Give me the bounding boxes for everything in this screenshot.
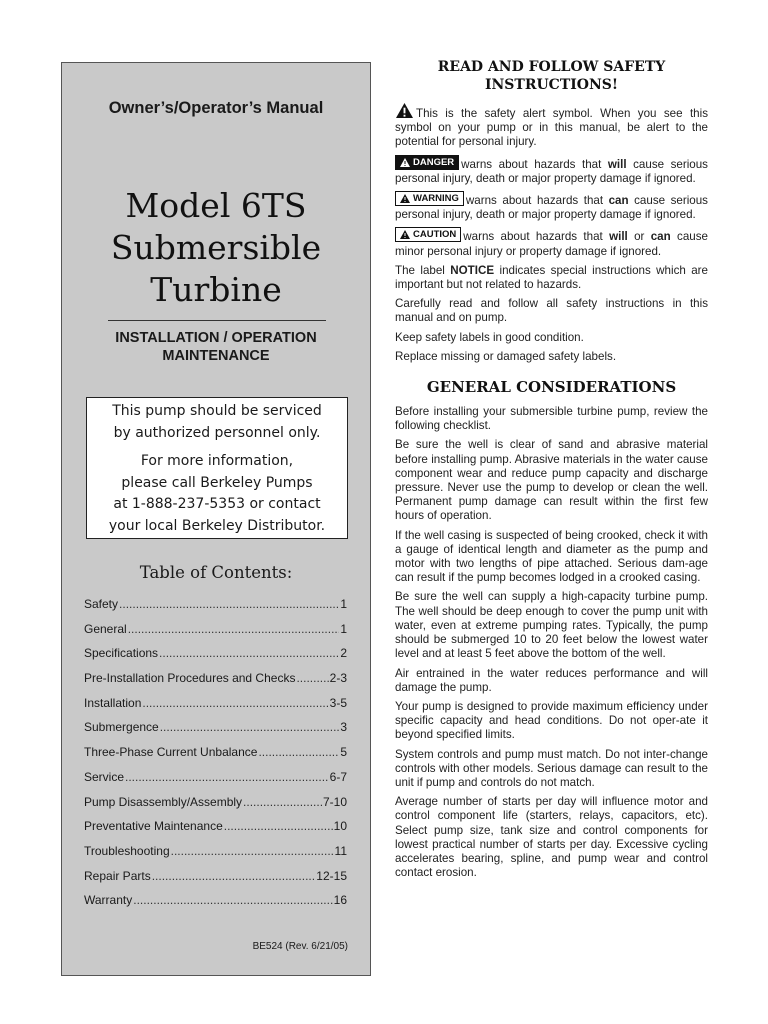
subtitle-line1: INSTALLATION / OPERATION: [115, 330, 317, 346]
toc-entry[interactable]: [84, 893, 347, 918]
notice-line1: This pump should be serviced: [112, 403, 322, 419]
toc-page: 2-3: [329, 671, 347, 686]
document-code: BE524 (Rev. 6/21/05): [252, 941, 348, 952]
toc-label: Service: [84, 769, 125, 784]
toc-entry[interactable]: [84, 671, 347, 696]
toc-leader: [152, 869, 316, 883]
toc-entry[interactable]: [84, 597, 347, 622]
safety-paragraph-2: Keep safety labels in good condition.: [395, 330, 584, 344]
toc-label: Pump Disassembly/Assembly: [84, 794, 243, 809]
notice-line4: please call Berkeley Pumps: [121, 474, 313, 491]
alert-paragraph: [395, 102, 708, 150]
owners-manual-label: Owner’s/Operator’s Manual: [108, 99, 324, 117]
caution-label: CAUTION: [413, 229, 457, 241]
toc-entry[interactable]: [84, 696, 347, 721]
toc-leader: [133, 893, 332, 907]
warning-badge: [395, 191, 464, 206]
toc-page: 12-15: [316, 868, 347, 883]
danger-paragraph: [395, 155, 708, 186]
toc-entry[interactable]: [84, 720, 347, 745]
toc-leader: [159, 646, 339, 660]
safety-heading-line2: INSTRUCTIONS!: [484, 77, 619, 93]
toc-label: General: [84, 621, 127, 636]
toc-page: 10: [333, 819, 347, 834]
toc-entry[interactable]: [84, 622, 347, 647]
table-of-contents: [84, 597, 347, 918]
model-title-line3: Turbine: [150, 270, 282, 309]
toc-title: Table of Contents:: [139, 563, 293, 582]
safety-heading-line1: READ AND FOLLOW SAFETY: [437, 59, 666, 75]
toc-page: 1: [340, 621, 347, 636]
caution-badge: [395, 227, 461, 242]
danger-badge: [395, 155, 459, 170]
toc-label: Safety: [84, 597, 119, 611]
service-notice-box: [86, 397, 348, 539]
toc-label: Three-Phase Current Unbalance: [84, 745, 258, 760]
model-title-line1: Model 6TS: [125, 186, 307, 225]
toc-label: Pre-Installation Procedures and Checks: [84, 671, 296, 686]
general-paragraph: Before installing your submersible turbine pump, review the following checklist.: [395, 405, 708, 433]
caution-text-post: cause minor personal injury or property damage if ignored.: [395, 230, 708, 258]
safety-heading: [395, 58, 708, 94]
general-paragraph: Your pump is designed to provide maximum efficiency under specific capacity and head conditions. Do not oper-ate it beyond specified limits.: [395, 699, 708, 742]
warning-triangle-icon: [400, 230, 410, 239]
toc-entry[interactable]: [84, 745, 347, 770]
toc-page: 1: [340, 597, 347, 611]
toc-leader: [258, 745, 339, 759]
danger-text-bold: will: [607, 157, 627, 171]
toc-page: 5: [340, 745, 347, 760]
toc-label: Submergence: [84, 720, 159, 735]
title-divider: [108, 320, 326, 321]
toc-leader: [171, 844, 334, 858]
caution-paragraph: [395, 227, 708, 258]
danger-text-pre: warns about hazards that: [461, 157, 608, 171]
notice-line6: your local Berkeley Distributor.: [108, 517, 326, 534]
toc-page: 3: [340, 720, 347, 735]
notice-paragraph: [395, 264, 708, 292]
alert-text: This is the safety alert symbol. When you see this symbol on your pump or in this manual, be alert to the potential for personal injury.: [395, 107, 708, 149]
toc-page: 6-7: [329, 769, 347, 784]
warning-text-bold: can: [608, 194, 629, 208]
toc-entry[interactable]: [84, 819, 347, 844]
model-title: [62, 185, 370, 311]
toc-leader: [296, 671, 328, 685]
toc-page: 2: [340, 646, 347, 661]
manual-subtitle: [62, 329, 370, 365]
toc-label: Installation: [84, 695, 142, 710]
notice-line5: at 1-888-237-5353 or contact: [113, 496, 321, 512]
general-paragraph: Be sure the well is clear of sand and abrasive material before installing pump. Abrasive materials in the water cause component wear and reduce pump capacity and discharge pressure. Never use the pump to develop or clean the well. Permanent pump damage can result within the first few hours of operation.: [395, 438, 708, 523]
toc-entry[interactable]: [84, 646, 347, 671]
cover-panel: [61, 62, 371, 976]
notice-line2: by authorized personnel only.: [113, 424, 321, 441]
toc-label: Specifications: [84, 646, 159, 661]
general-paragraph: If the well casing is suspected of being crooked, check it with a gauge of identical length and diameter as the pump and motor with two lengths of pipe attached. Serious dam-age can result if the pump becomes lodged in a crooked casing.: [395, 528, 708, 585]
caution-text-pre: warns about hazards that: [463, 230, 610, 244]
toc-leader: [142, 696, 328, 710]
general-paragraph: Be sure the well can supply a high-capacity turbine pump. The well should be deep enough to cover the pump unit with water, even at extreme pumping rates. Typically, the pump should be submerged 10 to 20 feet below the lowest water level and at least 5 feet above the bottom of the well.: [395, 590, 708, 661]
toc-entry[interactable]: [84, 770, 347, 795]
warning-text-post: cause serious personal injury, death or major property damage if ignored.: [395, 194, 708, 222]
safety-column: [395, 58, 708, 885]
warning-text-pre: warns about hazards that: [465, 194, 609, 208]
toc-page: 11: [334, 843, 347, 858]
notice-line3: For more information,: [140, 453, 294, 469]
caution-text-mid: or: [627, 230, 651, 244]
danger-label: DANGER: [413, 156, 455, 168]
toc-leader: [125, 770, 329, 784]
safety-alert-icon: [395, 102, 414, 119]
caution-text-bold2: can: [650, 230, 671, 244]
notice-text-post: indicates special instructions which are important but not related to hazards.: [395, 263, 708, 292]
safety-paragraph-3: Replace missing or damaged safety labels.: [395, 349, 617, 363]
warning-paragraph: [395, 191, 708, 222]
safety-paragraph-1: Carefully read and follow all safety instructions in this manual and on pump.: [395, 297, 708, 325]
warning-triangle-icon: [400, 158, 410, 167]
subtitle-line2: MAINTENANCE: [162, 348, 270, 364]
toc-leader: [224, 819, 333, 833]
toc-leader: [128, 622, 340, 636]
danger-text-post: cause serious personal injury, death or major property damage if ignored.: [395, 157, 708, 185]
general-paragraph: Air entrained in the water reduces performance and will damage the pump.: [395, 666, 708, 694]
general-considerations-heading: GENERAL CONSIDERATIONS: [426, 378, 677, 397]
general-paragraph: Average number of starts per day will influence motor and control component life (starters, relays, capacitors, etc). Select pump size, tank size and control components for lowest practical number of starts per day. Excessive cycling accelerates bearing, spline, and pump wear and control contact erosion.: [395, 795, 708, 880]
toc-leader: [160, 720, 340, 734]
toc-page: 3-5: [329, 695, 347, 710]
toc-leader: [243, 795, 322, 809]
toc-label: Warranty: [84, 893, 133, 908]
model-title-line2: Submersible: [110, 228, 322, 267]
toc-label: Repair Parts: [84, 868, 151, 883]
toc-leader: [119, 597, 339, 611]
warning-label: WARNING: [413, 193, 459, 205]
toc-entry[interactable]: [84, 844, 347, 869]
toc-entry[interactable]: [84, 795, 347, 820]
toc-page: 16: [333, 893, 347, 908]
general-paragraph: System controls and pump must match. Do not inter-change controls with other models. Serious damage can result to the unit if pump and controls do not match.: [395, 747, 708, 789]
notice-text-bold: NOTICE: [450, 263, 495, 277]
toc-label: Preventative Maintenance: [84, 819, 223, 834]
warning-triangle-icon: [400, 194, 410, 203]
toc-entry[interactable]: [84, 869, 347, 894]
caution-text-bold1: will: [609, 230, 628, 244]
toc-label: Troubleshooting: [84, 843, 170, 858]
notice-text-pre: The label: [395, 263, 451, 277]
toc-page: 7-10: [322, 794, 347, 809]
